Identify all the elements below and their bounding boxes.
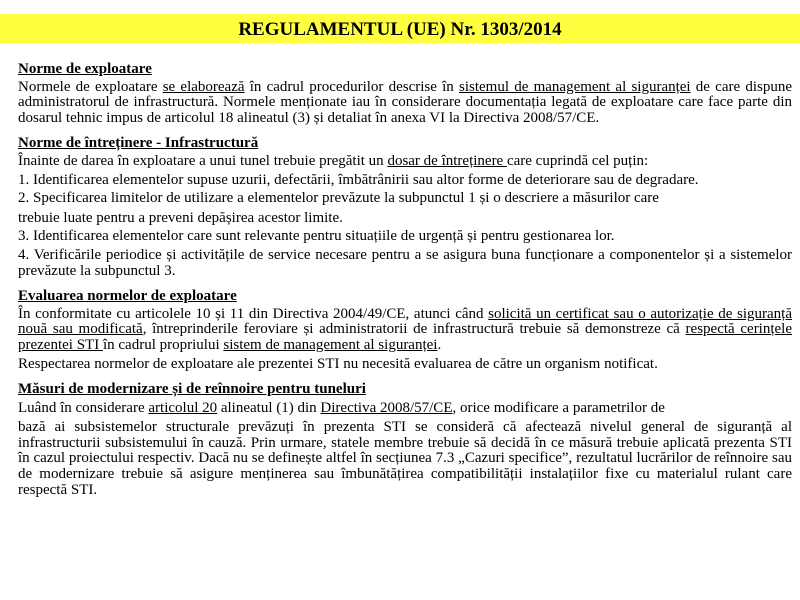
text-span: , orice modificare a parametrilor de: [452, 399, 665, 416]
underlined-text: Directiva 2008/57/CE: [320, 399, 453, 416]
text-span: Luând în considerare: [18, 399, 149, 416]
paragraph: [18, 401, 792, 417]
text-span: alineatul (1) din: [217, 399, 321, 416]
document-title: REGULAMENTUL (UE) Nr. 1303/2014: [238, 19, 562, 40]
section-norme-intretinere: [18, 136, 792, 279]
text-span: Înainte de darea în exploatare a unui tunel trebuie pregătit un: [18, 152, 388, 169]
text-span: În conformitate cu articolele 10 și 11 din Directiva 2004/49/CE, atunci când: [18, 305, 489, 322]
text-span: în cadrul procedurilor descrise în: [244, 78, 460, 95]
title-bar: [0, 14, 800, 43]
underlined-text: sistem de management al siguranței: [223, 336, 438, 353]
list-item: [18, 191, 792, 226]
document-body: [18, 62, 792, 508]
underlined-text: respectă cerințele prezentei STI: [18, 321, 793, 353]
underlined-text: dosar de întreținere: [387, 152, 507, 169]
paragraph: Respectarea normelor de exploatare ale prezentei STI nu necesită evaluarea de către un organism notificat.: [18, 355, 658, 372]
text-span: de care dispune administratorul de infrastructură. Normele menționate iau în considerare documentația legată de exploatare care face parte din dosarul tehnic impus de articolul 18 alineatul (3) și detaliat în anexa VI la Directiva 2008/57/CE.: [18, 78, 792, 126]
list-item: 3. Identificarea elementelor care sunt relevante pentru situațiile de urgență și pentru gestionarea lor.: [18, 228, 615, 245]
list-item: 1. Identificarea elementelor supuse uzurii, defectării, îmbătrânirii sau altor forme de deteriorare sau de degradare.: [18, 171, 699, 188]
text-span: , întreprinderile feroviare și administratorii de infrastructură trebuie să demonstreze că: [142, 321, 686, 338]
text-span: care cuprindă cel puțin:: [506, 152, 649, 169]
underlined-text: solicită un certificat sau o autorizație de siguranță nouă sau modificată: [18, 305, 792, 338]
paragraph: bază ai subsistemelor structurale prevăzuți în prezenta STI se consideră că afectează nivelul general de siguranță al infrastructurii subsistemului în cauză. Prin urmare, statele membre trebuie să decidă în ce măsură trebuie aplicată prezenta STI în cazul proiectului respectiv. Dacă nu se definește altfel în secțiunea 7.3 „Cazuri specifice”, rezultatul lucrărilor de reînnoire sau de modernizare trebuie să asigure menținerea sau îmbunătățirea compatibilității instalațiilor fixe cu materialul rulant care respectă STI.: [18, 419, 792, 498]
section-norme-exploatare: [18, 62, 792, 126]
text-line: trebuie luate pentru a preveni depășirea acestor limite.: [18, 209, 343, 226]
section-masuri-modernizare: [18, 382, 792, 498]
paragraph: [18, 154, 792, 170]
paragraph: [18, 80, 792, 127]
text-line: 2. Specificarea limitelor de utilizare a elementelor prevăzute la subpunctul 1 și o descriere a măsurilor care: [18, 190, 659, 207]
section-heading: Măsuri de modernizare și de reînnoire pentru tuneluri: [18, 381, 366, 398]
list-item: 4. Verificările periodice și activitățile de service necesare pentru a se asigura buna funcționare a componentelor și a sistemelor prevăzute la subpunctul 3.: [18, 246, 792, 279]
text-span: Normele de exploatare: [18, 78, 163, 95]
underlined-text: articolul 20: [148, 399, 218, 416]
paragraph: [18, 307, 792, 354]
text-span: în cadrul propriului: [102, 336, 224, 353]
underlined-text: sistemul de management al siguranței: [459, 78, 691, 95]
section-heading: Norme de exploatare: [18, 61, 152, 77]
text-span: .: [437, 336, 442, 353]
underlined-text: se elaborează: [162, 78, 245, 95]
section-evaluarea-normelor: [18, 289, 792, 372]
section-heading: Evaluarea normelor de exploatare: [18, 288, 237, 305]
section-heading: Norme de întreținere - Infrastructură: [18, 135, 259, 152]
